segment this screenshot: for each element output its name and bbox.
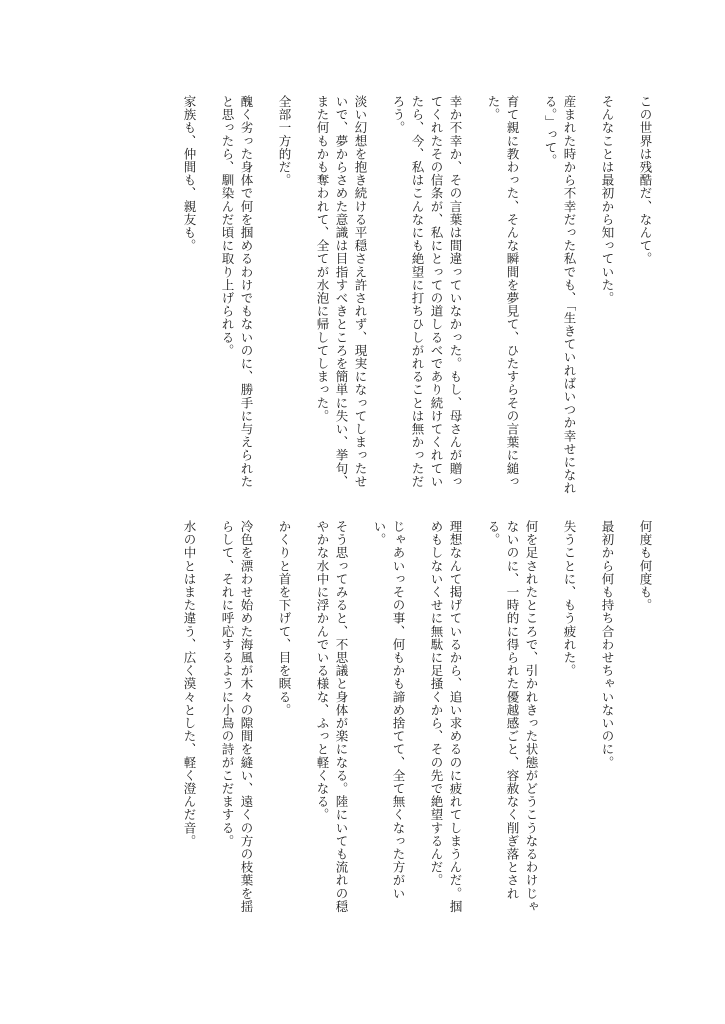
- paragraph: 冷色を漂わせ始めた海風が木々の隙間を縫い、遠くの方の枝葉を揺らして、それに呼応するように小鳥の詩がこだまする。: [220, 520, 254, 913]
- paragraph: 家族も、仲間も、親友も。: [182, 95, 197, 253]
- paragraph: 産まれた時から不幸だった私でも、「生きていればいつか幸せになれる。」って。: [543, 95, 577, 495]
- paragraph: 水の中とはまた違う、広く漠々とした、軽く澄んだ音。: [182, 520, 197, 848]
- paragraph: じゃあいっその事、何もかも諦め捨てて、全て無くなった方がいい。: [372, 520, 406, 900]
- paragraph: そんなことは最初から知っていた。: [600, 95, 615, 305]
- paragraph: 幸か不幸か、その言葉は間違っていなかった。もし、母さんが贈ってくれたその信条が、私にとっての道しるべであり続けてくれていたら、今、私はこんなにも絶望に打ちひしがれることは無かっただろう。: [391, 95, 463, 488]
- paragraph: 育て親に教わった、そんな瞬間を夢見て、ひたすらその言葉に縋った。: [486, 95, 520, 488]
- lower-text-block: [55, 520, 655, 920]
- paragraph: 最初から何も持ち合わせちゃいないのに。: [600, 520, 615, 769]
- paragraph: 失うことに、もう疲れた。: [562, 520, 577, 678]
- paragraph: そう思ってみると、不思議と身体が楽になる。陸にいても流れの穏やかな水中に浮かんでいる様な、ふっと軽くなる。: [315, 520, 349, 913]
- paragraph: 理想なんて掲げているから、追い求めるのに疲れてしまうんだ。掴めもしないくせに無駄に足掻くから、その先で絶望するんだ。: [429, 520, 463, 913]
- paragraph: 何度も何度も。: [638, 520, 653, 612]
- paragraph: 何を足されたところで、引かれきった状態がどうこうなるわけじゃないのに、一時的に得られた優越感ごと、容赦なく削ぎ落とされる。: [486, 520, 539, 913]
- paragraph: 全部一方的だ。: [277, 95, 292, 187]
- paragraph: 醜く劣った身体で何を掴めるわけでもないのに、勝手に与えられたと思ったら、馴染んだ頃に取り上げられる。: [220, 95, 254, 488]
- paragraph: この世界は残酷だ、なんて。: [638, 95, 653, 266]
- upper-text-block: [55, 95, 655, 495]
- paragraph: 淡い幻想を抱き続ける平穏さえ許されず、現実になってしまったせいで、夢からさめた意識は目指すべきところを簡単に失い、挙句、また何もかも奪われて、全てが水泡に帰してしまった。: [315, 95, 368, 488]
- paragraph: かくりと首を下げて、目を瞑る。: [277, 520, 292, 717]
